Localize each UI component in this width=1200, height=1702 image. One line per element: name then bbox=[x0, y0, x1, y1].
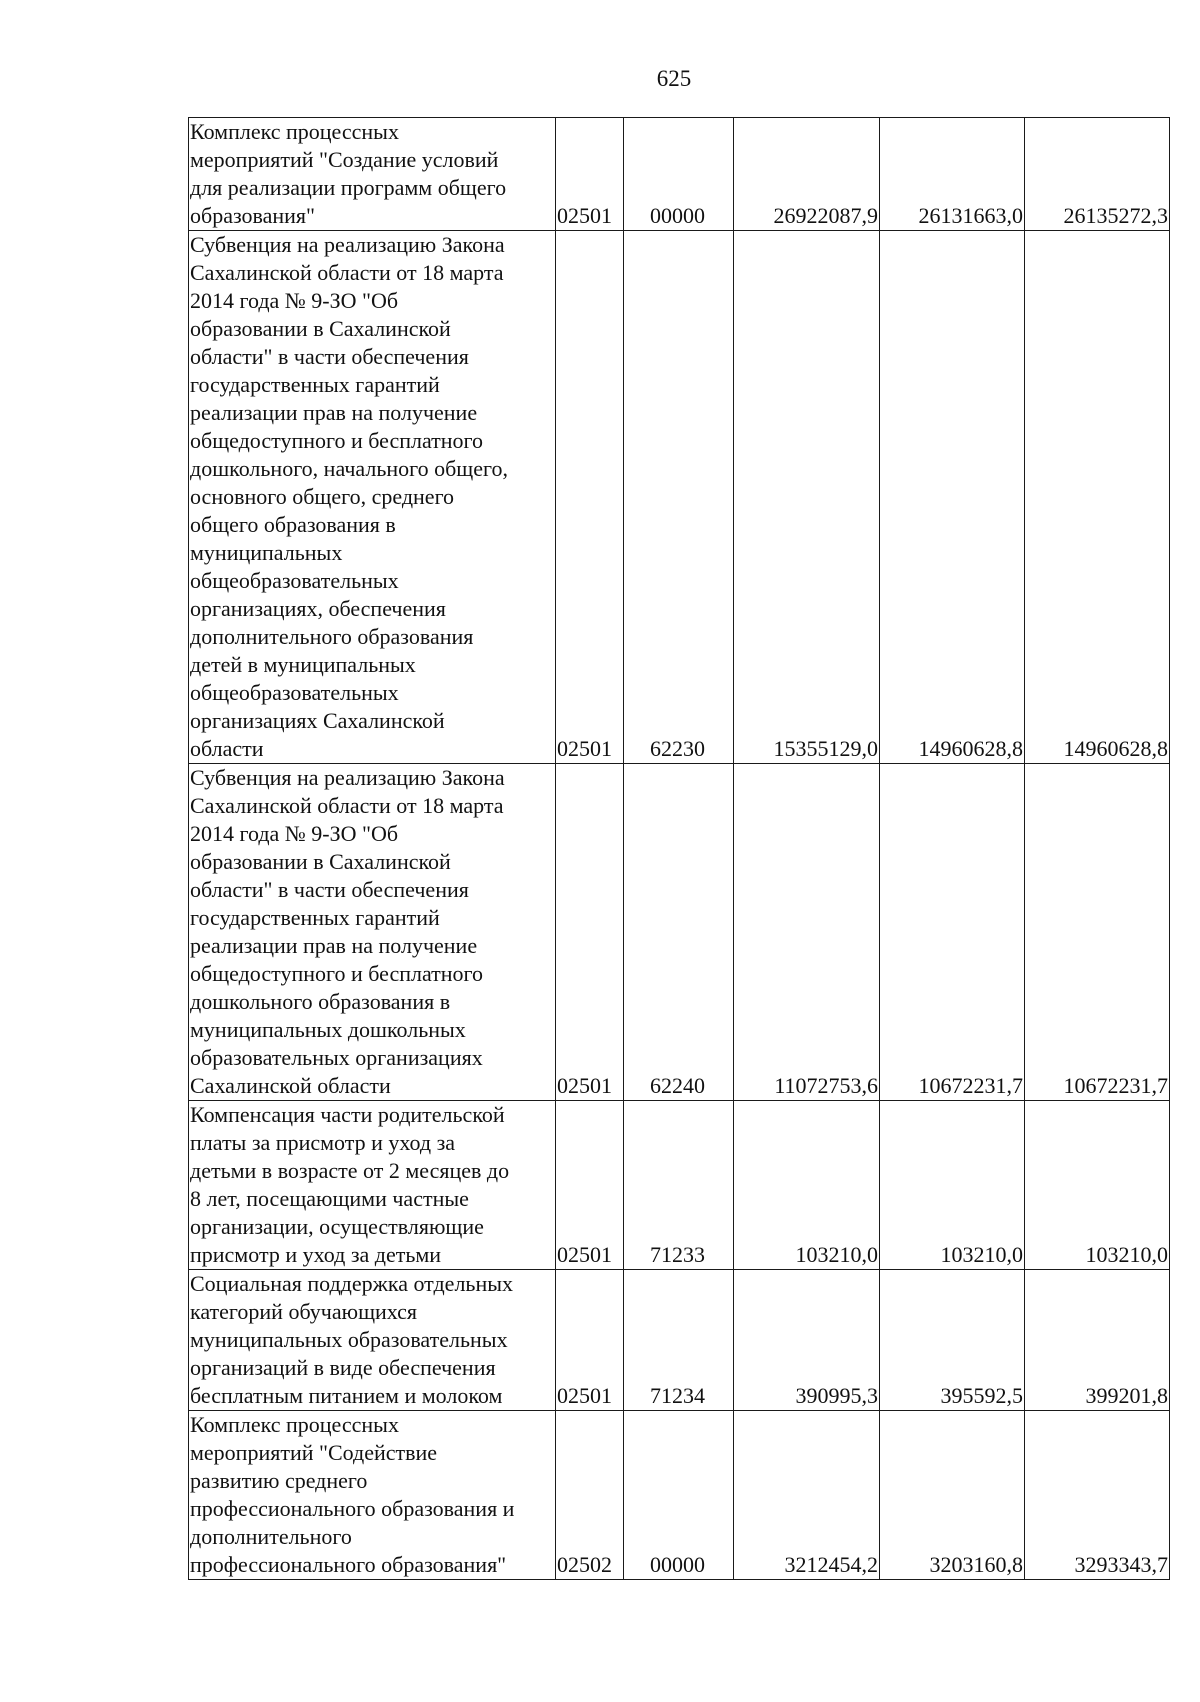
amount-year2-cell: 26131663,0 bbox=[880, 118, 1025, 231]
row-description-line: Субвенция на реализацию Закона bbox=[190, 765, 505, 790]
amount-year1-cell: 3212454,2 bbox=[734, 1411, 880, 1580]
row-description-line: образовательных организациях bbox=[190, 1045, 483, 1070]
row-description-line: муниципальных образовательных bbox=[190, 1327, 508, 1352]
budget-table-body bbox=[189, 118, 1170, 1580]
amount-year2-cell: 103210,0 bbox=[880, 1101, 1025, 1270]
amount-year1-cell: 26922087,9 bbox=[734, 118, 880, 231]
target-code-cell: 71234 bbox=[624, 1270, 734, 1411]
amount-year3-cell: 399201,8 bbox=[1025, 1270, 1170, 1411]
row-description-line: детьми в возрасте от 2 месяцев до bbox=[190, 1158, 510, 1183]
row-description-line: области bbox=[190, 736, 264, 761]
row-description-cell bbox=[189, 1101, 556, 1270]
amount-year3-cell: 10672231,7 bbox=[1025, 764, 1170, 1101]
amount-year3-cell: 14960628,8 bbox=[1025, 231, 1170, 764]
row-description-line: Сахалинской области от 18 марта bbox=[190, 793, 504, 818]
row-description-line: реализации прав на получение bbox=[190, 933, 478, 958]
row-description-line: мероприятий "Содействие bbox=[190, 1440, 438, 1465]
row-description-line: основного общего, среднего bbox=[190, 484, 455, 509]
row-description-line: Комплекс процессных bbox=[190, 119, 399, 144]
amount-year3-cell: 103210,0 bbox=[1025, 1101, 1170, 1270]
row-description-line: для реализации программ общего bbox=[190, 175, 507, 200]
table-row bbox=[189, 764, 1170, 1101]
table-row bbox=[189, 118, 1170, 231]
table-row bbox=[189, 231, 1170, 764]
row-description-line: Субвенция на реализацию Закона bbox=[190, 232, 505, 257]
row-description-cell bbox=[189, 231, 556, 764]
section-code-cell: 02501 bbox=[556, 118, 624, 231]
table-row bbox=[189, 1270, 1170, 1411]
row-description-line: общего образования в bbox=[190, 512, 396, 537]
amount-year2-cell: 3203160,8 bbox=[880, 1411, 1025, 1580]
row-description-line: организациях Сахалинской bbox=[190, 708, 445, 733]
row-description-line: профессионального образования и bbox=[190, 1496, 515, 1521]
section-code-cell: 02501 bbox=[556, 231, 624, 764]
section-code-cell: 02501 bbox=[556, 1101, 624, 1270]
row-description-line: муниципальных дошкольных bbox=[190, 1017, 466, 1042]
row-description-line: образовании в Сахалинской bbox=[190, 849, 451, 874]
row-description-line: присмотр и уход за детьми bbox=[190, 1242, 442, 1267]
target-code-cell: 71233 bbox=[624, 1101, 734, 1270]
row-description-line: дополнительного образования bbox=[190, 624, 474, 649]
row-description-line: 2014 года № 9-ЗО "Об bbox=[190, 821, 399, 846]
amount-year1-cell: 11072753,6 bbox=[734, 764, 880, 1101]
row-description-line: бесплатным питанием и молоком bbox=[190, 1383, 503, 1408]
target-code-cell: 00000 bbox=[624, 1411, 734, 1580]
table-row bbox=[189, 1101, 1170, 1270]
table-row bbox=[189, 1411, 1170, 1580]
section-code-cell: 02501 bbox=[556, 1270, 624, 1411]
row-description-cell bbox=[189, 1411, 556, 1580]
row-description-line: области" в части обеспечения bbox=[190, 877, 469, 902]
row-description-line: организациях, обеспечения bbox=[190, 596, 446, 621]
amount-year3-cell: 26135272,3 bbox=[1025, 118, 1170, 231]
row-description-cell bbox=[189, 764, 556, 1101]
amount-year3-cell: 3293343,7 bbox=[1025, 1411, 1170, 1580]
amount-year1-cell: 390995,3 bbox=[734, 1270, 880, 1411]
row-description-line: 2014 года № 9-ЗО "Об bbox=[190, 288, 399, 313]
row-description-line: Комплекс процессных bbox=[190, 1412, 399, 1437]
page-number: 625 bbox=[656, 66, 692, 91]
row-description-line: организации, осуществляющие bbox=[190, 1214, 484, 1239]
amount-year2-cell: 10672231,7 bbox=[880, 764, 1025, 1101]
row-description-line: организаций в виде обеспечения bbox=[190, 1355, 496, 1380]
row-description-line: профессионального образования" bbox=[190, 1552, 507, 1577]
row-description-line: дополнительного bbox=[190, 1524, 352, 1549]
row-description-line: Компенсация части родительской bbox=[190, 1102, 505, 1127]
row-description-line: реализации прав на получение bbox=[190, 400, 478, 425]
row-description-line: платы за присмотр и уход за bbox=[190, 1130, 456, 1155]
row-description-line: общедоступного и бесплатного bbox=[190, 961, 484, 986]
row-description-line: муниципальных bbox=[190, 540, 343, 565]
row-description-line: детей в муниципальных bbox=[190, 652, 416, 677]
target-code-cell: 00000 bbox=[624, 118, 734, 231]
row-description-line: области" в части обеспечения bbox=[190, 344, 469, 369]
row-description-line: общеобразовательных bbox=[190, 568, 399, 593]
row-description-line: общедоступного и бесплатного bbox=[190, 428, 484, 453]
budget-table bbox=[188, 117, 1170, 1580]
amount-year2-cell: 14960628,8 bbox=[880, 231, 1025, 764]
row-description-line: государственных гарантий bbox=[190, 905, 440, 930]
section-code-cell: 02501 bbox=[556, 764, 624, 1101]
row-description-line: общеобразовательных bbox=[190, 680, 399, 705]
amount-year1-cell: 103210,0 bbox=[734, 1101, 880, 1270]
row-description-line: Сахалинской области от 18 марта bbox=[190, 260, 504, 285]
row-description-line: образования" bbox=[190, 203, 316, 228]
row-description-line: мероприятий "Создание условий bbox=[190, 147, 499, 172]
row-description-line: развитию среднего bbox=[190, 1468, 368, 1493]
amount-year2-cell: 395592,5 bbox=[880, 1270, 1025, 1411]
row-description-line: государственных гарантий bbox=[190, 372, 440, 397]
row-description-line: Сахалинской области bbox=[190, 1073, 391, 1098]
row-description-line: дошкольного, начального общего, bbox=[190, 456, 508, 481]
amount-year1-cell: 15355129,0 bbox=[734, 231, 880, 764]
row-description-line: категорий обучающихся bbox=[190, 1299, 418, 1324]
row-description-cell bbox=[189, 118, 556, 231]
section-code-cell: 02502 bbox=[556, 1411, 624, 1580]
row-description-cell bbox=[189, 1270, 556, 1411]
row-description-line: Социальная поддержка отдельных bbox=[190, 1271, 514, 1296]
row-description-line: образовании в Сахалинской bbox=[190, 316, 451, 341]
target-code-cell: 62240 bbox=[624, 764, 734, 1101]
row-description-line: дошкольного образования в bbox=[190, 989, 451, 1014]
target-code-cell: 62230 bbox=[624, 231, 734, 764]
row-description-line: 8 лет, посещающими частные bbox=[190, 1186, 469, 1211]
